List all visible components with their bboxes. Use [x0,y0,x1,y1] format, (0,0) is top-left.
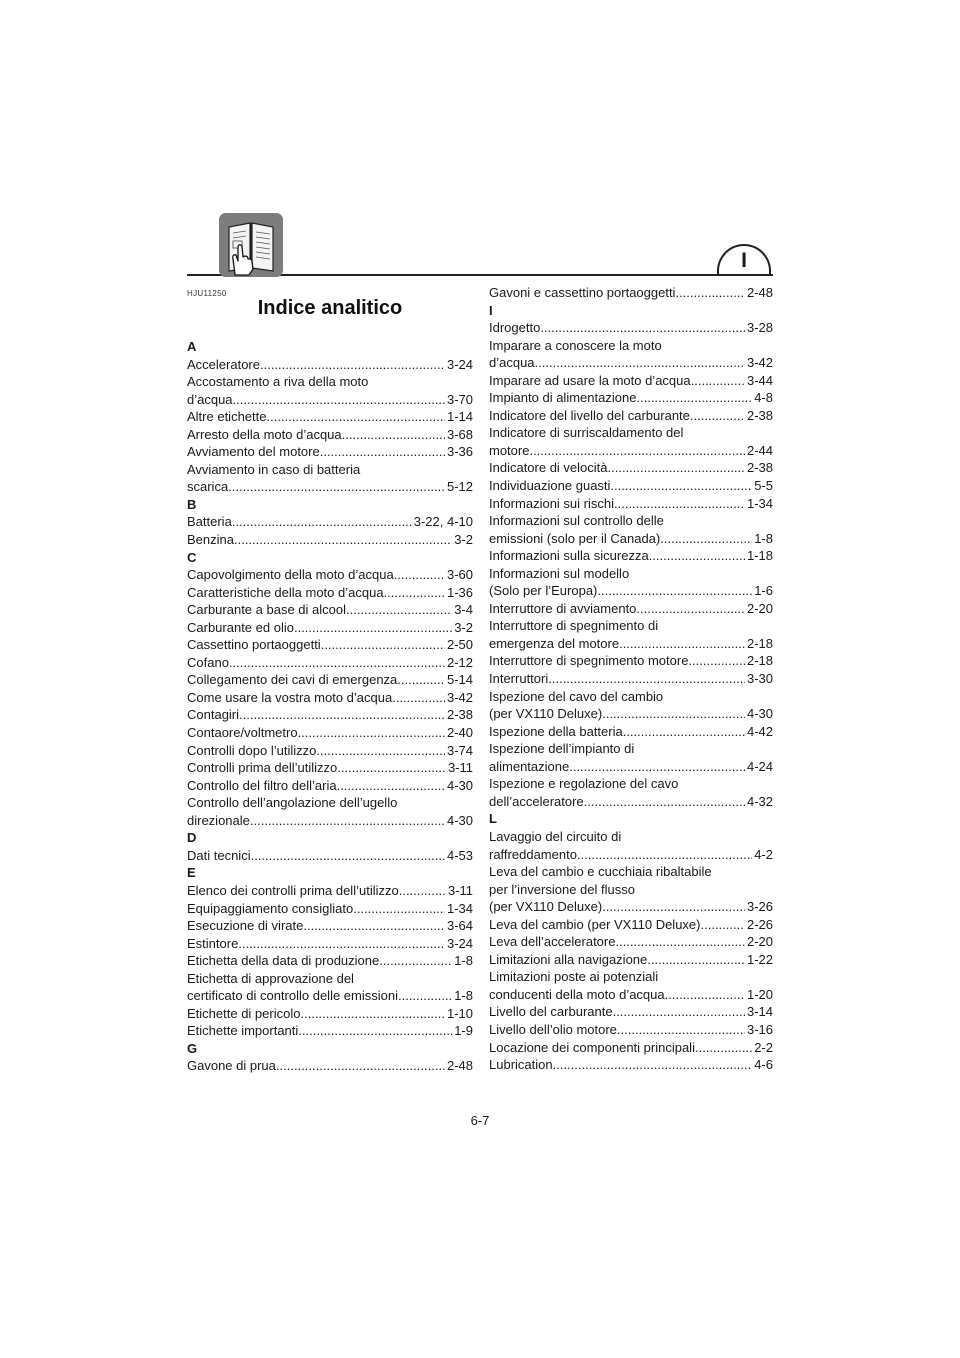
index-entry-page: 3-68 [446,426,473,442]
index-entry [489,354,773,372]
index-entry-page: 4-30 [446,777,473,793]
index-entry [187,671,473,689]
dot-leader [665,986,745,1004]
dot-leader [701,916,745,934]
index-entry-page: 1-8 [454,953,473,969]
index-entry [489,1003,773,1021]
index-entry-title: Idrogetto [489,320,541,336]
index-entry [489,1039,773,1057]
index-entry-page: 4-32 [746,793,773,809]
index-entry [489,372,773,390]
page-number: 6-7 [470,1113,490,1128]
index-entry-title: Benzina [187,532,234,548]
dot-leader [584,793,745,811]
owners-manual-icon [219,213,283,277]
dot-leader [613,1003,745,1021]
index-entry-page: 1-9 [454,1023,473,1039]
dot-leader [300,1005,445,1023]
index-entry [489,705,773,723]
index-entry-title: direzionale [187,812,250,828]
index-entry [187,742,473,760]
index-entry-page: 3-4 [454,602,473,618]
dot-leader [690,407,745,425]
dot-leader [688,652,745,670]
index-entry-continued: Lavaggio del circuito di [489,828,622,844]
index-entry-page: 1-8 [454,988,473,1004]
index-entry-page: 2-20 [746,600,773,616]
index-entry [187,391,473,409]
index-entry-page: 3-24 [446,356,473,372]
index-entry-title: Cassettino portaoggetti [187,637,321,653]
index-entry-title: Gavoni e cassettino portaoggetti [489,285,676,300]
index-entry [489,582,773,600]
index-entry [489,600,773,618]
dot-leader [577,846,752,864]
index-entry-title: (Solo per l’Europa) [489,583,598,599]
index-entry-title: Acceleratore [187,356,260,372]
index-entry [489,477,773,495]
dot-leader [229,654,445,672]
index-entry-title: Carburante a base di alcool [187,602,346,618]
dot-leader [298,724,445,742]
index-entry [489,284,773,302]
index-entry-title: motore [489,442,530,458]
index-entry [489,389,773,407]
index-entry-title: Estintore [187,935,239,951]
index-entry [489,530,773,548]
index-entry-title: Esecuzione di virate [187,918,304,934]
index-entry-continued: Avviamento in caso di batteria [187,461,361,477]
index-entry [187,689,473,707]
index-entry [187,1057,473,1075]
index-entry-page: 2-38 [446,707,473,723]
index-section-letter: D [187,830,197,846]
index-entry [187,619,473,637]
index-entry [187,531,473,549]
dot-leader [617,1021,745,1039]
index-entry [489,547,773,565]
index-entry-title: Altre etichette [187,409,267,425]
document-code: HJU11250 [187,289,227,298]
index-entry-page: 1-22 [746,951,773,967]
index-entry-title: alimentazione [489,758,570,774]
index-entry-page: 2-38 [746,460,773,476]
index-entry-title: scarica [187,479,229,495]
dot-leader [398,987,452,1005]
dot-leader [250,812,445,830]
index-entry [489,916,773,934]
dot-leader [298,1022,452,1040]
index-entry-page: 1-34 [446,900,473,916]
index-entry-page: 1-20 [746,986,773,1002]
dot-leader [384,584,445,602]
dot-leader [238,935,445,953]
index-entry-continued: Ispezione dell’impianto di [489,741,635,757]
index-entry-title: Livello del carburante [489,1004,613,1020]
dot-leader [234,531,452,549]
index-entry-page: 3-44 [746,372,773,388]
dot-leader [320,443,445,461]
dot-leader [260,356,445,374]
dot-leader [695,1039,752,1057]
dot-leader [399,882,446,900]
index-entry-title: d’acqua [489,355,535,371]
index-entry-page: 4-30 [746,706,773,722]
dot-leader [233,391,445,409]
index-entry-page: 2-48 [446,1058,473,1074]
index-entry-page: 2-18 [746,653,773,669]
dot-leader [397,671,445,689]
index-entry-page: 3-24 [446,935,473,951]
index-entry-title: dell’acceleratore [489,793,584,809]
index-entry-title: Interruttore di avviamento [489,600,637,616]
index-section-letter: I [489,302,493,318]
index-entry-title: Controllo del filtro dell’aria [187,777,337,793]
dot-leader [602,898,745,916]
index-entry-page: 3-11 [447,882,473,898]
index-entry-page: 3-36 [446,444,473,460]
index-entry-page: 4-42 [746,723,773,739]
index-entry-title: conducenti della moto d’acqua [489,986,665,1002]
index-entry-title: Arresto della moto d’acqua [187,426,342,442]
index-entry-page: 3-70 [446,391,473,407]
index-entry [187,777,473,795]
index-entry-title: Livello dell’olio motore [489,1021,617,1037]
index-entry-continued: Limitazioni poste ai potenziali [489,969,659,985]
index-entry-continued: Accostamento a riva della moto [187,374,369,390]
dot-leader [691,372,745,390]
index-entry-page: 3-14 [746,1004,773,1020]
index-section-letter: A [187,339,197,354]
index-entry-page: 4-53 [446,847,473,863]
index-entry [489,442,773,460]
dot-leader [239,706,445,724]
index-entry-title: Leva del cambio (per VX110 Deluxe) [489,916,701,932]
dot-leader [232,513,412,531]
index-column-right [489,284,773,1074]
dot-leader [316,742,445,760]
dot-leader [540,319,745,337]
index-entry-title: emergenza del motore [489,635,620,651]
index-entry-page: 1-34 [746,495,773,511]
index-entry [489,459,773,477]
index-entry [489,758,773,776]
index-entry-page: 2-38 [746,407,773,423]
index-entry-title: Ispezione della batteria [489,723,623,739]
index-entry-title: Individuazione guasti [489,478,611,494]
index-entry [187,987,473,1005]
dot-leader [619,635,745,653]
index-entry-title: Imparare ad usare la moto d’acqua [489,372,691,388]
index-entry-title: Capovolgimento della moto d’acqua [187,567,394,583]
index-entry [187,356,473,374]
index-section-letter: E [187,865,196,881]
index-entry [187,513,473,531]
index-entry [187,847,473,865]
dot-leader [636,389,752,407]
index-entry-page: 1-18 [746,548,773,564]
index-entry [489,652,773,670]
index-entry-title: Batteria [187,514,232,530]
dot-leader [379,952,452,970]
index-entry-title: Gavone di prua [187,1058,276,1074]
index-entry-page: 2-20 [746,934,773,950]
index-entry [489,635,773,653]
dot-leader [529,442,745,460]
dot-leader [535,354,745,372]
index-entry-page: 3-74 [446,742,473,758]
index-entry [187,900,473,918]
index-entry-continued: Etichetta di approvazione del [187,970,354,986]
index-entry-page: 3-42 [746,355,773,371]
index-entry-title: Impianto di alimentazione [489,390,637,406]
index-entry-page: 3-30 [746,671,773,687]
index-entry-title: Controlli prima dell’utilizzo [187,760,338,776]
dot-leader [267,408,445,426]
index-entry [489,670,773,688]
index-entry-title: Locazione dei componenti principali [489,1039,695,1055]
index-entry [489,407,773,425]
index-entry-page: 4-24 [746,758,773,774]
index-entry-title: Contagiri [187,707,240,723]
dot-leader [228,478,445,496]
dot-leader [602,705,745,723]
index-entry-title: Lubrication [489,1057,553,1073]
index-section-letter: C [187,549,197,565]
dot-leader [346,601,452,619]
index-entry [489,723,773,741]
index-entry-title: Etichette importanti [187,1023,299,1039]
index-entry-page: 2-12 [446,654,473,670]
dot-leader [321,636,445,654]
index-entry-page: 5-5 [754,478,773,494]
index-entry-page: 4-2 [754,846,773,862]
index-entry-title: Informazioni sulla sicurezza [489,548,649,564]
index-entry-title: Dati tecnici [187,847,251,863]
index-entry [187,584,473,602]
dot-leader [647,951,745,969]
index-entry [187,1005,473,1023]
index-entry-page: 3-26 [746,899,773,915]
dot-leader [337,759,446,777]
index-entry-title: Interruttori [489,671,549,687]
index-entry [489,1056,773,1074]
index-entry [187,952,473,970]
index-entry-continued: Informazioni sul controllo delle [489,513,664,529]
index-entry-page: 3-42 [446,689,473,705]
index-entry-page: 5-12 [446,479,473,495]
index-entry-page: 2-26 [746,916,773,932]
index-entry-title: Limitazioni alla navigazione [489,951,648,967]
index-entry [187,426,473,444]
index-entry-page: 3-2 [454,619,473,635]
index-entry-title: Collegamento dei cavi di emergenza [187,672,398,688]
index-entry-page: 2-18 [746,635,773,651]
index-entry-title: (per VX110 Deluxe) [489,899,603,915]
index-entry [187,917,473,935]
index-entry [187,654,473,672]
dot-leader [553,1056,753,1074]
dot-leader [636,600,745,618]
index-entry [187,478,473,496]
index-entry-page: 2-44 [746,442,773,458]
index-entry-page: 3-64 [446,918,473,934]
index-entry-page: 1-6 [754,583,773,599]
index-entry-title: Etichetta della data di produzione [187,953,380,969]
index-entry [187,935,473,953]
dot-leader [251,847,445,865]
index-entry [187,636,473,654]
index-entry [187,443,473,461]
index-entry-title: Caratteristiche della moto d’acqua [187,584,384,600]
dot-leader [623,723,745,741]
dot-leader [548,670,745,688]
index-entry [187,812,473,830]
index-entry-page: 3-16 [746,1021,773,1037]
index-entry [187,1022,473,1040]
index-entry-title: Elenco dei controlli prima dell’utilizzo [187,882,399,898]
dot-leader [597,582,752,600]
index-entry-continued: Interruttore di spegnimento di [489,618,659,634]
index-entry [489,986,773,1004]
index-entry [489,951,773,969]
index-entry-title: Equipaggiamento consigliato [187,900,354,916]
index-entry-title: Avviamento del motore [187,444,320,460]
index-entry-title: Cofano [187,654,229,670]
index-entry-page: 1-14 [446,409,473,425]
index-entry-title: Contaore/voltmetro [187,725,298,741]
index-entry-title: raffreddamento [489,846,577,862]
dot-leader [342,426,445,444]
index-entry-title: Informazioni sui rischi [489,495,614,511]
index-entry-page: 3-60 [446,567,473,583]
page-title: Indice analitico [257,297,403,319]
index-entry-continued: Ispezione del cavo del cambio [489,688,664,704]
index-entry-continued: Controllo dell’angolazione dell’ugello [187,795,398,811]
dot-leader [353,900,445,918]
index-entry-title: Indicatore di velocità [489,460,608,476]
index-entry-page: 2-40 [446,725,473,741]
index-section-letter: L [489,811,497,827]
index-entry-title: certificato di controllo delle emissioni [187,988,398,1004]
index-entry-title: emissioni (solo per il Canada) [489,530,661,546]
index-entry [489,495,773,513]
index-entry-title: (per VX110 Deluxe) [489,706,603,722]
index-entry-title: Etichette di pericolo [187,1005,301,1021]
index-entry-page: 1-10 [446,1005,473,1021]
index-entry-continued: per l’inversione del flusso [489,881,635,897]
index-entry-page: 5-14 [446,672,473,688]
index-entry-page: 3-11 [447,760,473,776]
index-entry-page: 4-6 [754,1057,773,1073]
index-entry [187,759,473,777]
dot-leader [675,284,745,302]
index-entry [187,882,473,900]
dot-leader [303,917,445,935]
index-entry-continued: Ispezione e regolazione del cavo [489,776,679,792]
index-entry-continued: Imparare a conoscere la moto [489,337,662,353]
index-entry [187,724,473,742]
index-entry-continued: Informazioni sul modello [489,565,630,581]
index-entry [489,898,773,916]
index-entry-page: 1-8 [754,530,773,546]
dot-leader [392,689,445,707]
dot-leader [337,777,445,795]
dot-leader [569,758,745,776]
index-entry-title: Come usare la vostra moto d’acqua [187,689,393,705]
index-entry-title: d’acqua [187,391,233,407]
index-entry-title: Carburante ed olio [187,619,294,635]
dot-leader [294,619,452,637]
index-column-left [187,338,473,1075]
index-entry-title: Interruttore di spegnimento motore [489,653,689,669]
index-entry [187,566,473,584]
index-entry [187,601,473,619]
dot-leader [615,933,745,951]
index-entry [187,408,473,426]
index-entry [489,846,773,864]
index-entry-continued: Indicatore di surriscaldamento del [489,425,684,441]
index-entry [489,793,773,811]
index-entry-page: 2-48 [746,285,773,300]
index-entry-title: Controlli dopo l’utilizzo [187,742,317,758]
index-entry-page: 4-8 [754,390,773,406]
index-entry-page: 1-36 [446,584,473,600]
index-entry-continued: Leva del cambio e cucchiaia ribaltabile [489,864,712,880]
index-entry-page: 2-2 [754,1039,773,1055]
index-entry-page: 3-28 [746,320,773,336]
index-entry [489,1021,773,1039]
dot-leader [276,1057,445,1075]
index-section-letter: B [187,496,197,512]
index-section-letter: G [187,1040,198,1056]
index-entry [187,706,473,724]
language-badge: I [717,244,771,274]
dot-leader [649,547,745,565]
dot-leader [610,477,752,495]
index-entry [489,319,773,337]
dot-leader [660,530,752,548]
index-entry-title: Indicatore del livello del carburante [489,407,690,423]
index-entry-page: 4-30 [446,812,473,828]
index-entry-page: 2-50 [446,637,473,653]
dot-leader [608,459,745,477]
index-entry-title: Leva dell’acceleratore [489,934,616,950]
index-entry-page: 3-2 [454,532,473,548]
index-entry-page: 3-22, 4-10 [413,514,473,530]
index-entry [489,933,773,951]
dot-leader [394,566,445,584]
dot-leader [614,495,745,513]
